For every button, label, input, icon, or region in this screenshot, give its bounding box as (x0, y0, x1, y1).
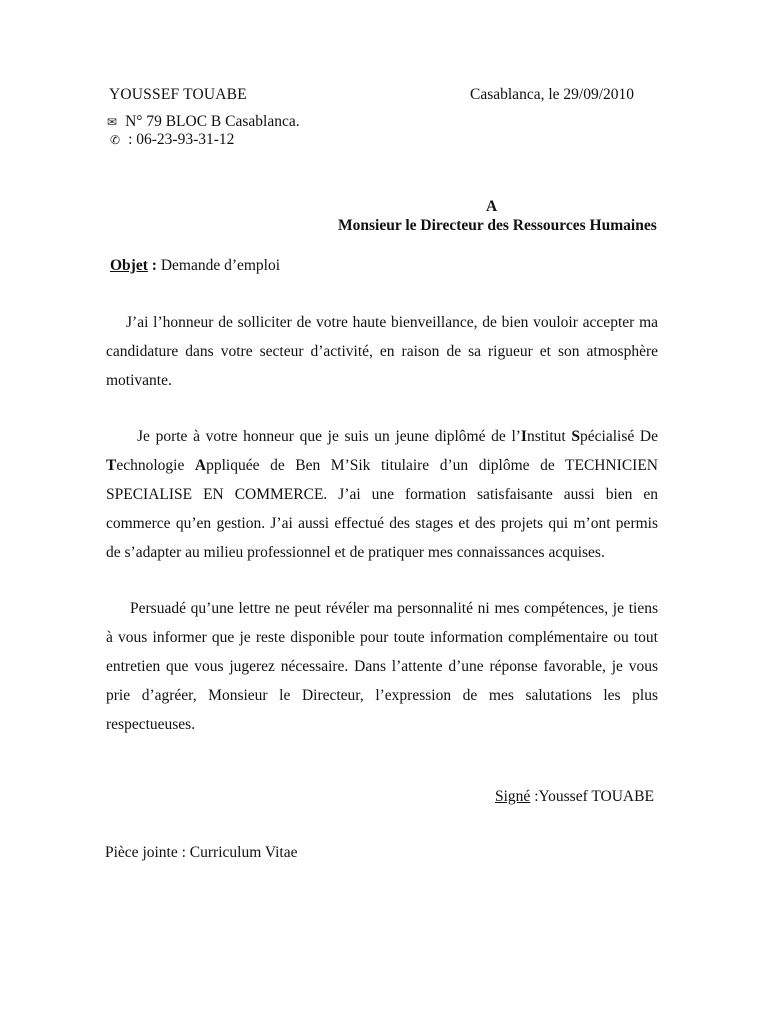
text-run: pécialisé De (580, 428, 658, 445)
paragraph-line: J’ai l’honneur de solliciter de votre haute bienveillance, de bien vouloir accepter ma (126, 314, 658, 331)
text-run: echnologie (116, 457, 195, 474)
paragraph-line (106, 451, 658, 480)
paragraph-line (106, 422, 658, 451)
paragraph-line: commerce qu’en gestion. J’ai aussi effectué des stages et des projets qui m’ont permis (106, 515, 658, 532)
paragraph-3 (106, 594, 658, 739)
sender-phone (110, 131, 234, 149)
paragraph-line: prie d’agréer, Monsieur le Directeur, l’expression de mes salutations les plus (106, 687, 658, 704)
phone-icon: ✆ (110, 133, 121, 147)
text-run: Je porte à votre honneur que je suis un jeune diplômé de l’ (137, 428, 521, 445)
text-run: nstitut (526, 428, 572, 445)
recipient-title: Monsieur le Directeur des Ressources Humaines (338, 217, 657, 234)
paragraph-line: Persuadé qu’une lettre ne peut révéler ma personnalité ni mes compétences, je tiens (130, 600, 658, 617)
text-run: A (194, 457, 207, 474)
subject-line (110, 257, 280, 275)
subject-colon: : (147, 257, 157, 274)
paragraph-1 (106, 308, 658, 395)
paragraph-line: motivante. (106, 372, 172, 389)
sender-name: YOUSSEF TOUABE (109, 86, 247, 103)
signature (495, 788, 654, 806)
paragraph-line: entretien que vous jugerez nécessaire. Dans l’attente d’une réponse favorable, je vous (106, 658, 658, 675)
phone-text: : 06-23-93-31-12 (128, 131, 235, 148)
text-run: ppliquée de Ben M’Sik titulaire d’un diplôme de TECHNICIEN (206, 457, 658, 474)
paragraph-line: candidature dans votre secteur d’activité, en raison de sa rigueur et son atmosphère (106, 343, 658, 360)
subject-text: Demande d’emploi (156, 257, 281, 274)
recipient-prefix: A (486, 198, 498, 215)
signature-text: :Youssef TOUABE (530, 788, 654, 805)
paragraph-line: SPECIALISE EN COMMERCE. J’ai une formation satisfaisante aussi bien en (106, 486, 658, 503)
subject-label: Objet (110, 257, 148, 274)
signature-label: Signé (495, 788, 531, 805)
paragraph-line: à vous informer que je reste disponible pour toute information complémentaire ou tout (106, 629, 658, 646)
envelope-icon: ✉ (107, 115, 118, 129)
sender-address (107, 113, 300, 131)
text-run: I (520, 428, 527, 445)
paragraph-line: de s’adapter au milieu professionnel et de pratiquer mes connaissances acquises. (106, 544, 605, 561)
attachment-note: Pièce jointe : Curriculum Vitae (105, 844, 298, 861)
paragraph-2 (106, 422, 658, 567)
text-run: T (106, 457, 117, 474)
place-date: Casablanca, le 29/09/2010 (470, 86, 634, 103)
text-run: S (571, 428, 581, 445)
address-text: N° 79 BLOC B Casablanca. (125, 113, 300, 130)
paragraph-line: respectueuses. (106, 716, 196, 733)
